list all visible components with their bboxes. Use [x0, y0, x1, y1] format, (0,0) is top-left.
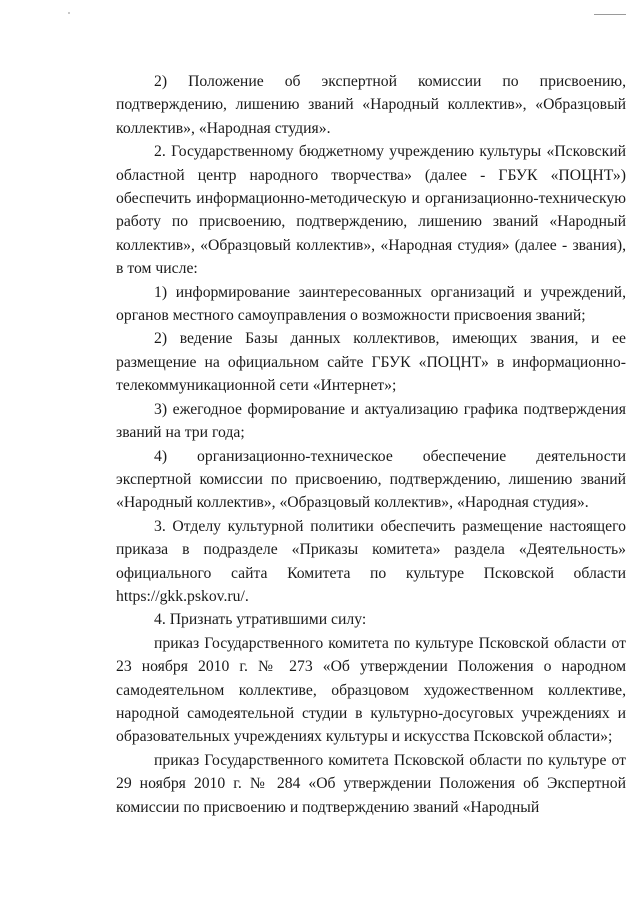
paragraph-item-3-publication: 3. Отделу культурной политики обеспечить размещение настоящего приказа в подразделе «Приказы комитета» раздела «Деятельность» официального сайта Комитета по культуре Псковской области https://gkk.pskov.ru/. — [116, 517, 626, 605]
scan-speck — [68, 12, 70, 14]
document-body — [116, 70, 626, 819]
paragraph-item-4-invalidate: 4. Признать утратившими силу: — [154, 611, 367, 629]
paragraph-item-2-gbuk: 2. Государственному бюджетному учреждению культуры «Псковский областной центр народного творчества» (далее - ГБУК «ПОЦНТ») обеспечить информационно-методическую и организационно-техническую работу по присвоению, подтверждению, лишению званий «Народный коллектив», «Образцовый коллектив», «Народная студия» (далее - звания), в том числе: — [116, 143, 626, 278]
paragraph-regulation-expert-commission: 2) Положение об экспертной комиссии по присвоению, подтверждению, лишению званий «Народный коллектив», «Образцовый коллектив», «Народная студия». — [116, 73, 626, 137]
paragraph-subitem-support: 4) организационно-техническое обеспечение деятельности экспертной комиссии по присвоению, подтверждению, лишению званий «Народный коллектив», «Образцовый коллектив», «Народная студия». — [116, 447, 626, 512]
paragraph-order-284: приказ Государственного комитета Псковской области по культуре от 29 ноября 2010 г. № 284 «Об утверждении Положения об Экспертной комиссии по присвоению и подтверждению званий «Народный — [116, 751, 626, 816]
paragraph-order-273: приказ Государственного комитета по культуре Псковской области от 23 ноября 2010 г. № 273 «Об утверждении Положения о народном самодеятельном коллективе, образцовом художественном коллективе, народной самодеятельной студии в культурно-досуговых учреждениях и образовательных учреждениях культуры и искусства Псковской области»; — [116, 634, 626, 746]
paragraph-subitem-database: 2) ведение Базы данных коллективов, имеющих звания, и ее размещение на официальном сайте ГБУК «ПОЦНТ» в информационно-телекоммуникационной сети «Интернет»; — [116, 330, 626, 395]
paragraph-subitem-schedule: 3) ежегодное формирование и актуализацию графика подтверждения званий на три года; — [116, 400, 626, 442]
scan-mark — [594, 14, 626, 15]
paragraph-subitem-informing: 1) информирование заинтересованных организаций и учреждений, органов местного самоуправления о возможности присвоения званий; — [116, 283, 626, 325]
